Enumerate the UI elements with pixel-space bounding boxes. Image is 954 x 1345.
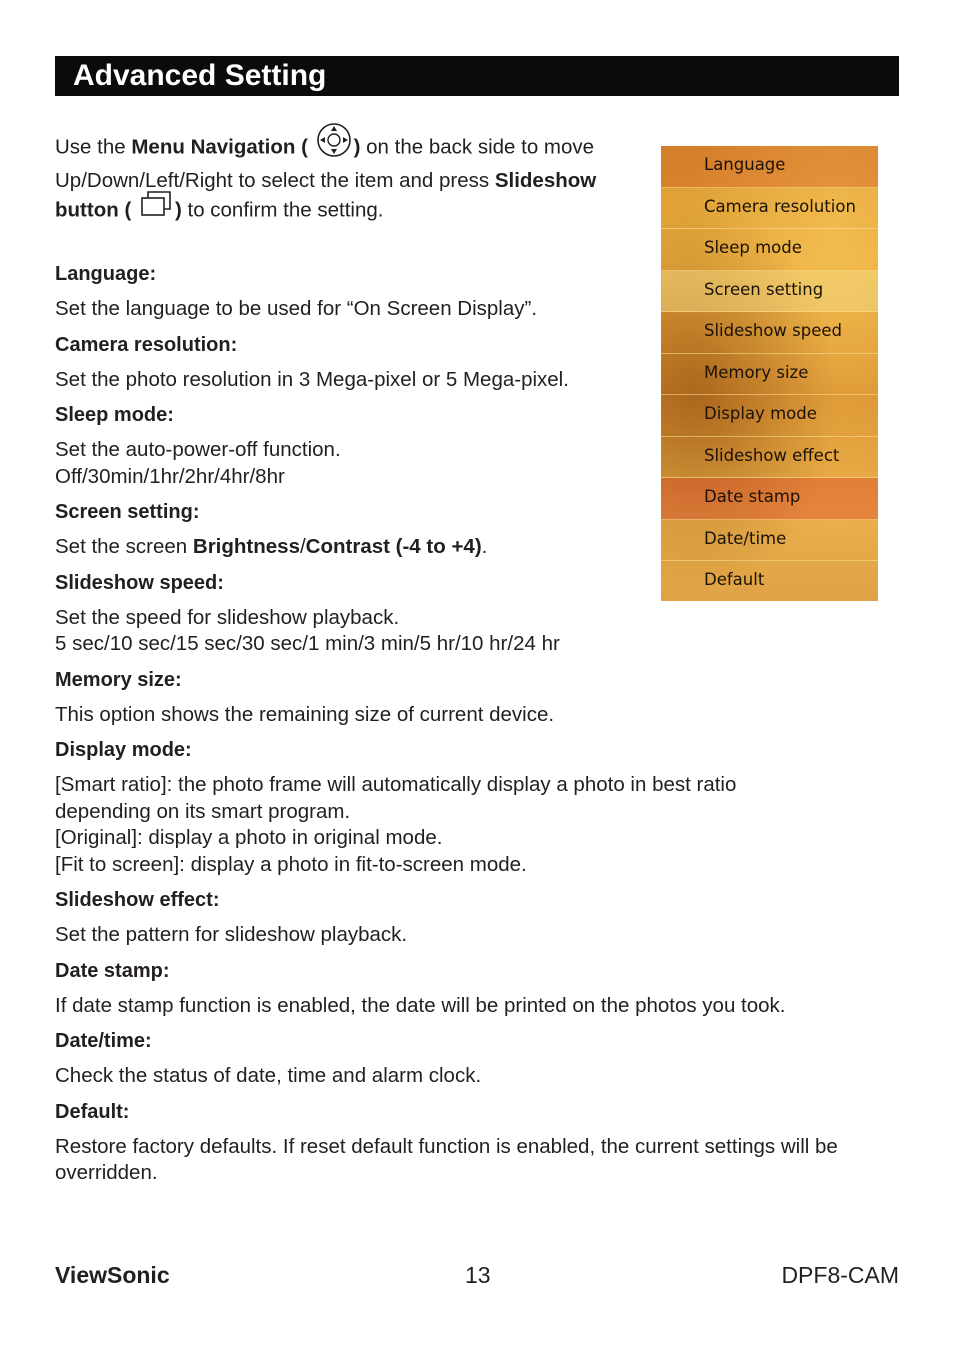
- intro-paragraph: [55, 130, 645, 227]
- page-title: Advanced Setting: [55, 56, 899, 96]
- section-title-memory-size: Memory size:: [55, 668, 182, 691]
- section-body-default: Restore factory defaults. If reset default function is enabled, the current settings will be overridden.: [55, 1134, 838, 1184]
- section-title-screen-setting: Screen setting:: [55, 501, 200, 523]
- navigation-pad-icon: [316, 122, 352, 166]
- section-title-slideshow-effect: Slideshow effect:: [55, 889, 220, 911]
- screen-setting-pre: Set the screen: [55, 535, 193, 558]
- section-title-date-time: Date/time:: [55, 1030, 152, 1052]
- screen-setting-sep: /: [299, 535, 306, 558]
- menu-item-display-mode: Display mode: [661, 395, 878, 437]
- section-body-slideshow-effect: Set the pattern for slideshow playback.: [55, 923, 408, 946]
- menu-navigation-close: ): [353, 135, 361, 159]
- menu-item-date-stamp: Date stamp: [661, 478, 878, 520]
- section-body-language: Set the language to be used for “On Screen Display”.: [55, 297, 538, 320]
- slideshow-speed-line-1: Set the speed for slideshow playback.: [55, 605, 400, 629]
- section-body-memory-size: This option shows the remaining size of current device.: [55, 702, 555, 726]
- section-title-default: Default:: [55, 1100, 130, 1123]
- section-body-date-time: Check the status of date, time and alarm clock.: [55, 1064, 482, 1087]
- section-title-slideshow-speed: Slideshow speed:: [55, 571, 224, 594]
- display-mode-smart-ratio: [Smart ratio]: the photo frame will automatically display a photo in best ratio depending on its smart program.: [55, 773, 737, 823]
- intro-text-2: on the back side to move Up/Down/Left/Right to select the item and press: [55, 135, 595, 192]
- section-body-display-mode: [55, 772, 815, 878]
- sleep-mode-line-1: Set the auto-power-off function.: [55, 438, 341, 461]
- screen-setting-post: .: [481, 535, 488, 558]
- menu-item-date-time: Date/time: [661, 520, 878, 562]
- section-body-date-stamp: If date stamp function is enabled, the date will be printed on the photos you took.: [55, 993, 786, 1017]
- section-title-date-stamp: Date stamp:: [55, 959, 170, 982]
- menu-item-slideshow-effect: Slideshow effect: [661, 437, 878, 479]
- slideshow-button-close: ): [174, 198, 182, 222]
- menu-item-sleep-mode: Sleep mode: [661, 229, 878, 271]
- section-body-sleep-mode: [55, 437, 905, 490]
- menu-item-camera-resolution: Camera resolution: [661, 188, 878, 230]
- section-title-sleep-mode: Sleep mode:: [55, 404, 174, 426]
- section-title-camera-resolution: Camera resolution:: [55, 333, 238, 356]
- slideshow-button-label: Slideshow button (: [55, 169, 597, 222]
- menu-navigation-label: Menu Navigation (: [131, 135, 308, 159]
- display-mode-fit-to-screen: [Fit to screen]: display a photo in fit-to-screen mode.: [55, 852, 527, 876]
- page-footer: [55, 1262, 899, 1292]
- intro-text-1: Use the: [55, 135, 132, 159]
- slideshow-speed-line-2: 5 sec/10 sec/15 sec/30 sec/1 min/3 min/5 hr/10 hr/24 hr: [55, 632, 560, 655]
- section-body-camera-resolution: Set the photo resolution in 3 Mega-pixel or 5 Mega-pixel.: [55, 367, 569, 391]
- slideshow-icon: [139, 187, 173, 227]
- screen-setting-contrast: Contrast (-4 to +4): [305, 535, 482, 558]
- footer-model: DPF8-CAM: [781, 1262, 899, 1288]
- intro-text-3: to confirm the setting.: [181, 198, 384, 222]
- screen-setting-brightness: Brightness: [192, 535, 300, 558]
- menu-item-default: Default: [704, 570, 765, 589]
- settings-descriptions: [55, 262, 905, 1197]
- footer-brand: ViewSonic: [55, 1262, 170, 1288]
- section-title-language: Language:: [55, 263, 157, 285]
- section-title-display-mode: Display mode:: [55, 739, 192, 761]
- display-mode-original: [Original]: display a photo in original mode.: [55, 826, 443, 849]
- menu-item-language: Language: [661, 146, 878, 188]
- section-body-screen-setting: [55, 534, 905, 561]
- menu-item-screen-setting: Screen setting: [661, 271, 878, 313]
- section-body-slideshow-speed: [55, 605, 905, 658]
- sleep-mode-line-2: Off/30min/1hr/2hr/4hr/8hr: [55, 464, 285, 488]
- menu-item-memory-size: Memory size: [661, 354, 878, 396]
- footer-page-number: 13: [465, 1262, 491, 1288]
- menu-item-slideshow-speed: Slideshow speed: [661, 312, 878, 354]
